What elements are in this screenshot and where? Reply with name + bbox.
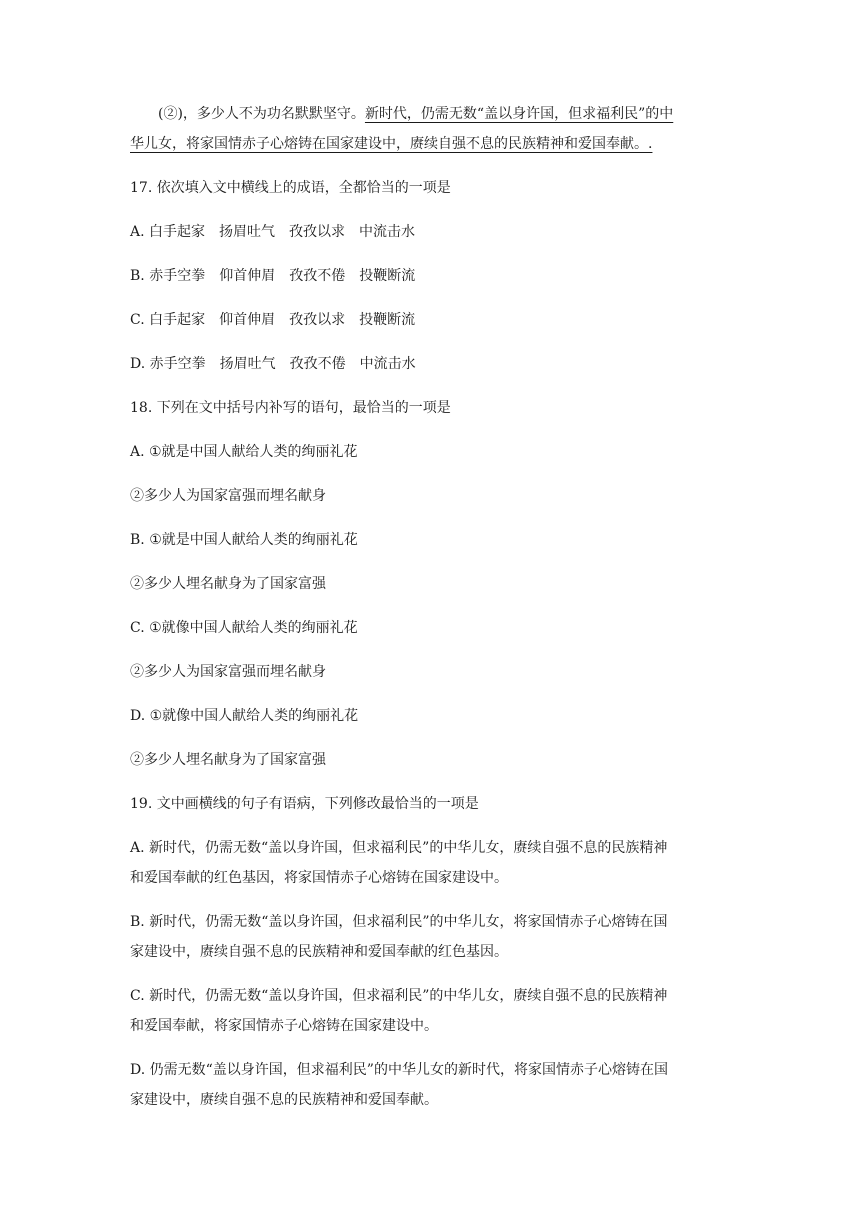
q19-option-c-line-1: C. 新时代，仍需无数“盖以身许国，但求福利民”的中华儿女，赓续自强不息的民族精神 — [130, 988, 668, 1004]
option-word: 白手起家 — [149, 312, 206, 328]
option-word: 投鞭断流 — [359, 268, 416, 284]
option-word: 中流击水 — [359, 224, 416, 240]
q18-option-c-line-2: ②多少人为国家富强而埋名献身 — [130, 664, 326, 680]
q19-option-c-line-2: 和爱国奉献，将家国情赤子心熔铸在国家建设中。 — [130, 1018, 438, 1034]
q18-option-d-line-1: D. ①就像中国人献给人类的绚丽礼花 — [130, 708, 359, 724]
option-word: 仰首伸眉 — [219, 268, 276, 284]
option-word: 孜孜不倦 — [289, 268, 346, 284]
intro-underlined-text-2: 华儿女，将家国情赤子心熔铸在国家建设中，赓续自强不息的民族精神和爱国奉献。 — [130, 136, 648, 152]
q18-option-c-line-1: C. ①就像中国人献给人类的绚丽礼花 — [130, 620, 358, 636]
option-word: 赤手空拳 — [149, 356, 206, 372]
q17-stem: 17. 依次填入文中横线上的成语，全都恰当的一项是 — [130, 180, 451, 196]
q18-option-a-line-2: ②多少人为国家富强而埋名献身 — [130, 488, 326, 504]
option-word: 孜孜不倦 — [289, 356, 346, 372]
option-word: 孜孜以求 — [289, 224, 346, 240]
q18-option-a-line-1: A. ①就是中国人献给人类的绚丽礼花 — [130, 444, 358, 460]
intro-end-mark: . — [648, 136, 653, 152]
option-letter: B. — [130, 268, 145, 284]
q17-option-b — [130, 266, 415, 286]
option-word: 扬眉吐气 — [219, 224, 276, 240]
option-word: 孜孜以求 — [289, 312, 346, 328]
q18-option-b-line-1: B. ①就是中国人献给人类的绚丽礼花 — [130, 532, 358, 548]
q17-option-d — [130, 354, 416, 374]
q19-option-a-line-1: A. 新时代，仍需无数“盖以身许国，但求福利民”的中华儿女，赓续自强不息的民族精神 — [130, 840, 668, 856]
q19-option-b-line-2: 家建设中，赓续自强不息的民族精神和爱国奉献的红色基因。 — [130, 944, 508, 960]
q19-stem: 19. 文中画横线的句子有语病，下列修改最恰当的一项是 — [130, 796, 479, 812]
intro-plain-text: (②)，多少人不为功名默默坚守。 — [158, 106, 365, 122]
q18-option-d-line-2: ②多少人埋名献身为了国家富强 — [130, 752, 326, 768]
intro-line-1 — [158, 104, 673, 124]
option-word: 扬眉吐气 — [219, 356, 276, 372]
option-letter: C. — [130, 312, 145, 328]
option-word: 赤手空拳 — [149, 268, 206, 284]
option-word: 仰首伸眉 — [219, 312, 276, 328]
q19-option-d-line-2: 家建设中，赓续自强不息的民族精神和爱国奉献。 — [130, 1092, 438, 1108]
intro-underlined-text-1: 新时代，仍需无数“盖以身许国，但求福利民”的中 — [364, 106, 674, 122]
option-letter: D. — [130, 356, 146, 372]
q19-option-b-line-1: B. 新时代，仍需无数“盖以身许国，但求福利民”的中华儿女，将家国情赤子心熔铸在国 — [130, 914, 668, 930]
option-word: 中流击水 — [359, 356, 416, 372]
q19-option-a-line-2: 和爱国奉献的红色基因，将家国情赤子心熔铸在国家建设中。 — [130, 870, 508, 886]
q17-option-c — [130, 310, 415, 330]
q18-stem: 18. 下列在文中括号内补写的语句，最恰当的一项是 — [130, 400, 451, 416]
option-letter: A. — [130, 224, 145, 240]
q19-option-d-line-1: D. 仍需无数“盖以身许国，但求福利民”的中华儿女的新时代，将家国情赤子心熔铸在国 — [130, 1062, 668, 1078]
option-word: 投鞭断流 — [359, 312, 416, 328]
q17-option-a — [130, 222, 415, 242]
intro-line-2 — [130, 134, 652, 154]
option-word: 白手起家 — [149, 224, 206, 240]
q18-option-b-line-2: ②多少人埋名献身为了国家富强 — [130, 576, 326, 592]
